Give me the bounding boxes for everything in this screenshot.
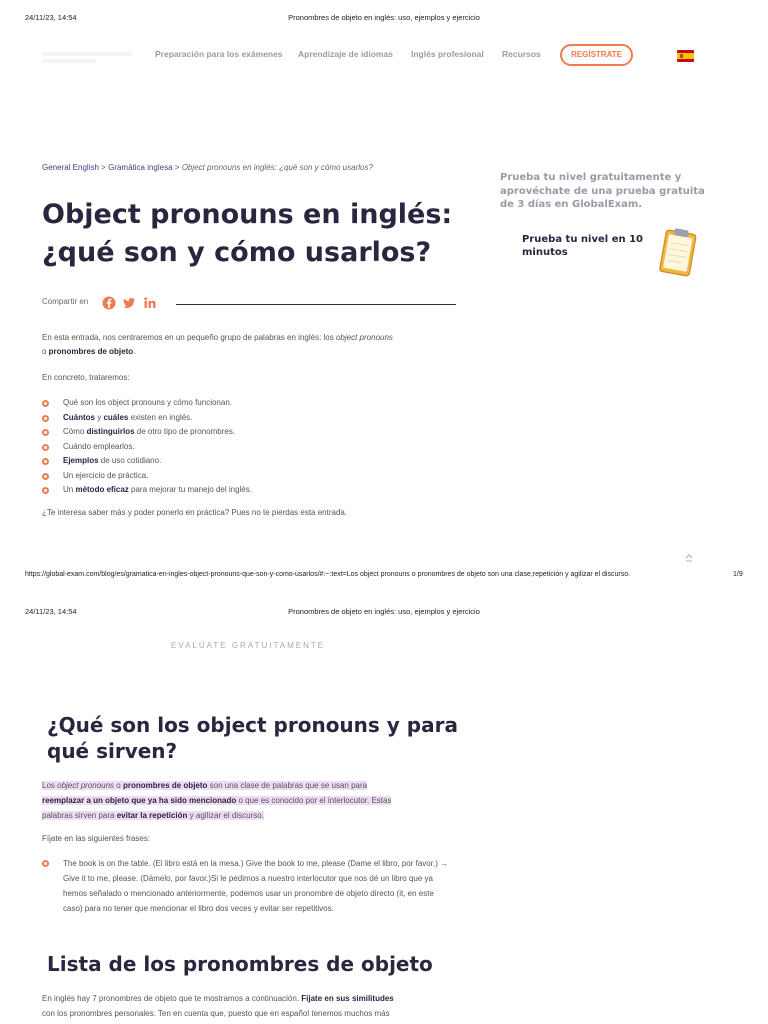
list-item (42, 411, 454, 426)
facebook-icon[interactable] (102, 296, 116, 310)
section-heading-what-are (47, 712, 467, 764)
concrete-paragraph: En concreto, trataremos: (42, 373, 130, 382)
share-label: Compartir en (42, 297, 89, 306)
example-list (42, 856, 454, 916)
list-item-bold: Ejemplos (63, 456, 99, 465)
nav-item-language-learning[interactable]: Aprendizaje de idiomas (298, 49, 393, 59)
list-item-bold: distinguirlos (86, 427, 135, 436)
list-item-bold: cuáles (103, 412, 129, 422)
breadcrumb-separator: > (101, 163, 106, 172)
breadcrumb-home[interactable]: General English (42, 163, 99, 172)
list-item (42, 483, 454, 498)
bullet-circle-icon (42, 444, 49, 451)
list-item-bold: método eficaz (75, 485, 129, 494)
list-item (42, 469, 454, 484)
example-text: The book is on the table. (El libro está en la mesa.) Give the book to me, please (Dame el libro, por favor.) → Give it to me, please. (Dámelo, por favor.)Si le pedimos a nuestro interlocutor que nos dé un libro que ya hemos señalado o mencionado anteriormente, podemos usar un pronombre de objeto directo (it, en este caso) para no tener que mencionar el libro dos veces y evitar ser repetitivos. (63, 859, 449, 913)
list-item-text: de otro tipo de pronombres. (134, 427, 236, 436)
intro-bold: pronombres de objeto (48, 347, 134, 356)
list-item-text: y (95, 412, 104, 422)
list-item (42, 454, 454, 469)
print-title: Pronombres de objeto en inglés: uso, ejemplos y ejercicio (288, 607, 480, 616)
breadcrumb-current: Object pronouns en inglés: ¿qué son y cómo usarlos? (181, 163, 373, 172)
topics-list (42, 396, 454, 498)
print-page-number: 1/9 (733, 571, 743, 578)
evaluate-free-label[interactable]: EVALÚATE GRATUITAMENTE (171, 641, 326, 650)
list-intro-bold: Fíjate en sus similitudes (301, 994, 394, 1003)
definition-text: o que es conocido por el interlocutor. Estas (236, 796, 392, 805)
bullet-circle-icon (42, 487, 49, 494)
linkedin-icon[interactable] (143, 296, 157, 310)
teaser-paragraph: ¿Te interesa saber más y poder ponerlo en práctica? Pues no te pierdas esta entrada. (42, 508, 348, 517)
sidebar-promo-text: Prueba tu nivel gratuitamente y aprovéchate de una prueba gratuita de 3 días en GlobalExam. (500, 172, 705, 210)
list-item-text: Qué son los object pronouns y cómo funcionan. (63, 398, 232, 407)
list-item (42, 856, 454, 916)
definition-bold: reemplazar a un objeto que ya ha sido mencionado (42, 796, 237, 805)
intro-paragraph (42, 331, 454, 359)
intro-text: . (133, 347, 136, 356)
bullet-circle-icon (42, 415, 49, 422)
title-line-2: ¿qué son y cómo usarlos? (42, 237, 432, 268)
nav-item-professional-english[interactable]: Inglés profesional (411, 49, 484, 59)
intro-text: En esta entrada, nos centraremos en un pequeño grupo de palabras en inglés: los (42, 333, 336, 342)
definition-text: son una clase de palabras que se usan para (207, 781, 368, 790)
heading-line-2: qué sirven? (47, 739, 178, 763)
intro-text: o (42, 347, 49, 356)
nav-item-exam-prep[interactable]: Preparación para los exámenes (155, 49, 283, 59)
definition-bold: pronombres de objeto (122, 781, 208, 790)
bullet-circle-icon (42, 860, 49, 867)
level-test-link[interactable]: Prueba tu nivel en 10 minutos (522, 234, 643, 258)
bullet-circle-icon (42, 458, 49, 465)
list-item-text: para mejorar tu manejo del inglés. (128, 485, 252, 494)
list-item-text: Un (63, 485, 76, 494)
breadcrumb-separator: > (174, 163, 180, 172)
register-button[interactable]: REGÍSTRATE (560, 44, 633, 66)
list-item-text: Un ejercicio de práctica. (63, 470, 149, 480)
list-intro-paragraph (42, 991, 454, 1021)
fijate-paragraph: Fíjate en las siguientes frases: (42, 834, 151, 843)
page-title (42, 196, 472, 272)
section-heading-list: Lista de los pronombres de objeto (47, 952, 433, 976)
list-item (42, 396, 454, 411)
back-to-top-icon[interactable] (684, 552, 694, 562)
list-item-text: de uso cotidiano. (98, 456, 162, 465)
definition-text: Los (42, 781, 58, 790)
list-item-text: Cómo (63, 427, 87, 436)
share-divider (176, 304, 456, 305)
list-intro-text: con los pronombres personales. Ten en cuenta que, puesto que en español tenemos muchos más (42, 1009, 390, 1018)
breadcrumb-category[interactable]: Gramática inglesa (108, 163, 173, 172)
definition-emphasis: object pronouns (57, 781, 115, 790)
definition-text: palabras sirven para (42, 811, 117, 820)
spain-flag-icon[interactable] (677, 50, 694, 62)
bullet-circle-icon (42, 429, 49, 436)
list-item-bold: Cuántos (63, 412, 95, 422)
list-item (42, 425, 454, 440)
top-navigation (0, 40, 768, 70)
definition-text: o (114, 781, 123, 790)
site-logo[interactable] (42, 49, 132, 61)
list-item (42, 440, 454, 455)
print-date: 24/11/23, 14:54 (25, 13, 77, 22)
title-line-1: Object pronouns en inglés: (42, 199, 453, 230)
list-item-text: Cuándo emplearlos. (63, 441, 135, 451)
print-url: https://global-exam.com/blog/es/gramatica-en-ingles-object-pronouns-que-son-y-como-usarlos/#:~:text=Los object pronouns o pronombres de objeto son una clase,repetición y agilizar el discurso. (25, 571, 631, 578)
bullet-circle-icon (42, 400, 49, 407)
bullet-circle-icon (42, 473, 49, 480)
twitter-icon[interactable] (122, 296, 136, 310)
nav-item-resources[interactable]: Recursos (502, 49, 541, 59)
heading-line-1: ¿Qué son los object pronouns y para (47, 713, 458, 737)
share-bar (42, 294, 456, 312)
clipboard-icon (655, 226, 701, 278)
breadcrumb (42, 163, 373, 172)
definition-paragraph (42, 778, 454, 823)
definition-text: y agilizar el discurso. (187, 811, 264, 820)
intro-emphasis: object pronouns (335, 333, 393, 342)
print-title: Pronombres de objeto en inglés: uso, ejemplos y ejercicio (288, 13, 480, 22)
list-intro-text: En inglés hay 7 pronombres de objeto que te mostramos a continuación. (42, 994, 302, 1003)
print-date: 24/11/23, 14:54 (25, 607, 77, 616)
list-item-text: existen en inglés. (128, 412, 193, 422)
definition-bold: evitar la repetición (116, 811, 188, 820)
